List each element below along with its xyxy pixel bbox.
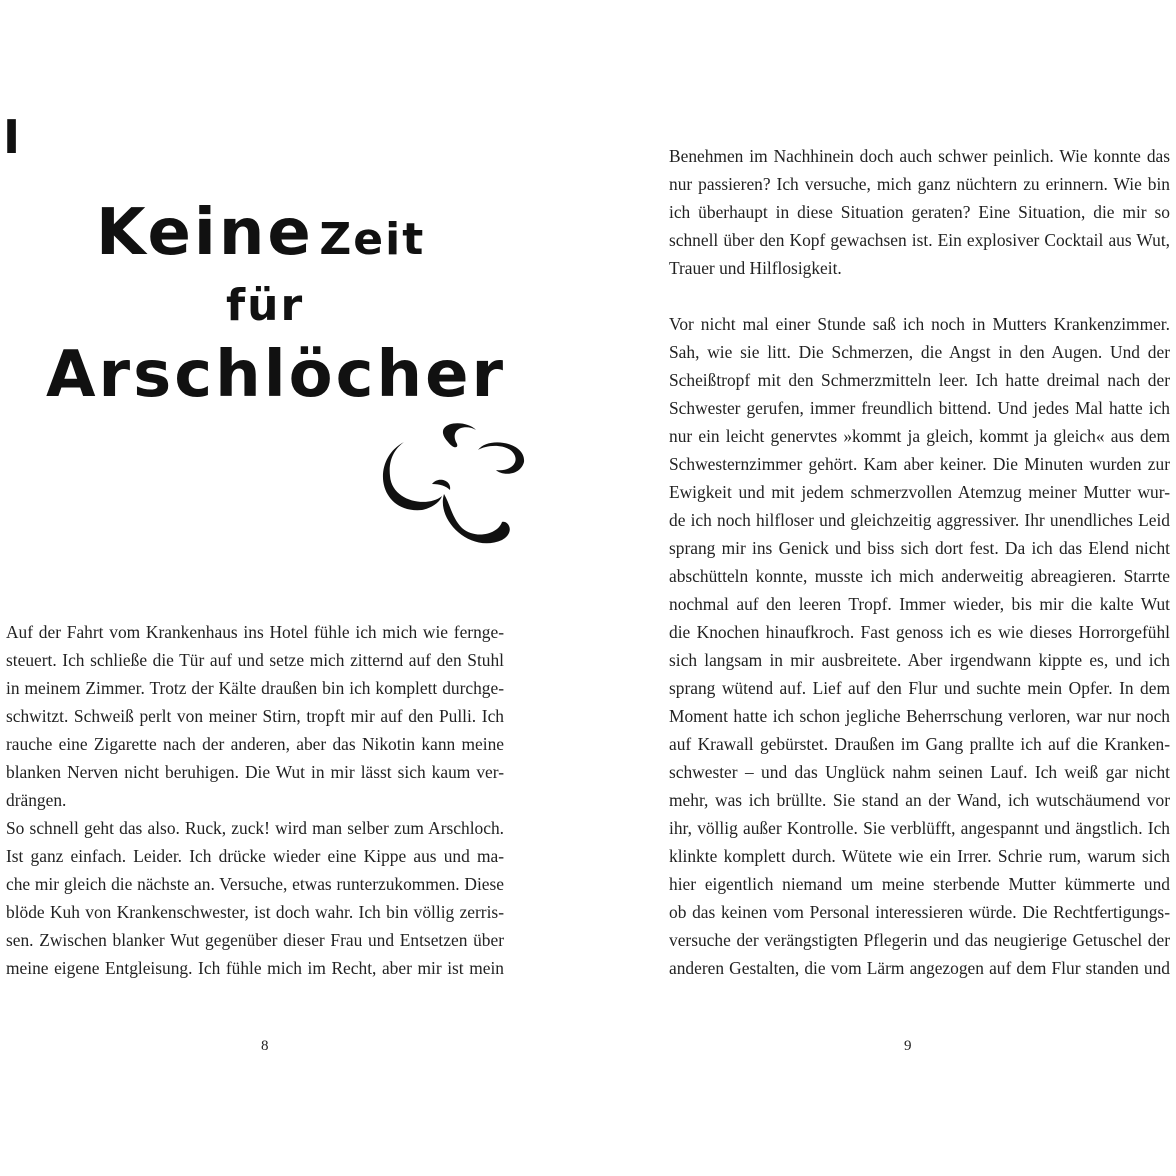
page-number: 8 <box>261 1038 269 1054</box>
chapter-title-line-1 <box>0 196 684 270</box>
paragraph <box>6 814 504 982</box>
text-line: nochmal auf den leeren Tropf. Immer wieder, bis mir die kalte Wut <box>669 594 1170 614</box>
text-line: anderen Gestalten, die vom Lärm angezogen auf dem Flur standen und <box>669 958 1170 978</box>
paragraph <box>669 310 1170 982</box>
text-line: nur passieren? Ich versuche, mich ganz nüchtern zu erinnern. Wie bin <box>669 174 1170 194</box>
text-line: klinkte komplett durch. Wütete wie ein Irrer. Schrie rum, warum sich <box>669 846 1170 866</box>
chapter-number: I <box>3 110 21 164</box>
text-line: mehr, was ich brüllte. Sie stand an der Wand, ich wutschäumend vor <box>669 790 1170 810</box>
text-line: Benehmen im Nachhinein doch auch schwer peinlich. Wie konnte das <box>669 146 1170 166</box>
text-line: ich überhaupt in diese Situation geraten? Eine Situation, die mir so <box>669 202 1170 222</box>
text-line: Moment hatte ich schon jegliche Beherrschung verloren, war nur noch <box>669 706 1170 726</box>
text-line: Trauer und Hilflosigkeit. <box>669 258 842 278</box>
text-line: rauche eine Zigarette nach der anderen, aber das Nikotin kann meine <box>6 734 504 754</box>
chapter-title-line-3: Arschlöcher <box>46 338 507 412</box>
text-line: blanken Nerven nicht beruhigen. Die Wut in mir lässt sich kaum ver- <box>6 762 504 782</box>
text-line: abschütteln konnte, musste ich mich anderweitig abreagieren. Starrte <box>669 566 1170 586</box>
text-line: sprang wütend auf. Lief auf den Flur und suchte mein Opfer. In dem <box>669 678 1170 698</box>
text-line: Sah, wie sie litt. Die Schmerzen, die Angst in den Augen. Und der <box>669 342 1170 362</box>
text-line: Vor nicht mal einer Stunde saß ich noch in Mutters Krankenzimmer. <box>669 314 1170 334</box>
text-line: auf Krawall gebürstet. Draußen im Gang prallte ich auf die Kranken- <box>669 734 1170 754</box>
title-word-keine: Keine <box>96 196 314 270</box>
text-line: schnell über den Kopf gewachsen ist. Ein explosiver Cocktail aus Wut, <box>669 230 1170 250</box>
text-line: nur ein leicht genervtes »kommt ja gleich, kommt ja gleich« aus dem <box>669 426 1170 446</box>
text-line: Schwesternzimmer gehört. Kam aber keiner. Die Minuten wurden zur <box>669 454 1170 474</box>
text-line: Scheißtropf mit den Schmerzmitteln leer. Ich hatte dreimal nach der <box>669 370 1170 390</box>
left-body-text <box>6 618 504 982</box>
text-line: die Knochen hinaufkroch. Fast genoss ich es wie dieses Horrorgefühl <box>669 622 1170 642</box>
text-line: Schwester gerufen, immer freundlich bittend. Und jedes Mal hatte ich <box>669 398 1170 418</box>
right-body-text <box>669 142 1170 982</box>
text-line: drängen. <box>6 790 67 810</box>
text-line: sen. Zwischen blanker Wut gegenüber dieser Frau und Entsetzen über <box>6 930 504 950</box>
text-line: Ewigkeit und mit jedem schmerzvollen Atemzug meiner Mutter wur- <box>669 482 1170 502</box>
text-line: hier eigentlich niemand um meine sterbende Mutter kümmerte und <box>669 874 1170 894</box>
text-line: So schnell geht das also. Ruck, zuck! wird man selber zum Arschloch. <box>6 818 504 838</box>
right-page <box>588 0 1176 1176</box>
text-line: schwester – und das Unglück nahm seinen Lauf. Ich weiß gar nicht <box>669 762 1170 782</box>
brush-stroke-ornament-icon <box>370 410 540 560</box>
text-line: sprang mir ins Genick und biss sich dort fest. Da ich das Elend nicht <box>669 538 1170 558</box>
text-line: schwitzt. Schweiß perlt von meiner Stirn, tropft mir auf den Pulli. Ich <box>6 706 504 726</box>
title-word-zeit: Zeit <box>319 214 426 265</box>
text-line: de ich noch hilfloser und gleichzeitig aggressiver. Ihr unendliches Leid <box>669 510 1170 530</box>
text-line: ob das keinen vom Personal interessieren würde. Die Rechtfertigungs- <box>669 902 1170 922</box>
text-line: versuche der verängstigten Pflegerin und das neugierige Getuschel der <box>669 930 1170 950</box>
text-line: in meinem Zimmer. Trotz der Kälte draußen bin ich komplett durchge- <box>6 678 504 698</box>
paragraph <box>669 142 1170 282</box>
paragraph <box>6 618 504 814</box>
text-line: steuert. Ich schließe die Tür auf und setze mich zitternd auf den Stuhl <box>6 650 504 670</box>
text-line: blöde Kuh von Krankenschwester, ist doch wahr. Ich bin völlig zerris- <box>6 902 504 922</box>
text-line: Auf der Fahrt vom Krankenhaus ins Hotel fühle ich mich wie fernge- <box>6 622 504 642</box>
text-line: che mir gleich die nächste an. Versuche, etwas runterzukommen. Diese <box>6 874 504 894</box>
chapter-title-line-2: für <box>226 280 305 331</box>
text-line: meine eigene Entgleisung. Ich fühle mich im Recht, aber mir ist mein <box>6 958 504 978</box>
text-line: ihr, völlig außer Kontrolle. Sie verblüfft, angespannt und ängstlich. Ich <box>669 818 1170 838</box>
text-line: Ist ganz einfach. Leider. Ich drücke wieder eine Kippe aus und ma- <box>6 846 504 866</box>
text-line: sich langsam in mir ausbreitete. Aber irgendwann kippte es, und ich <box>669 650 1170 670</box>
page-number: 9 <box>904 1038 912 1054</box>
